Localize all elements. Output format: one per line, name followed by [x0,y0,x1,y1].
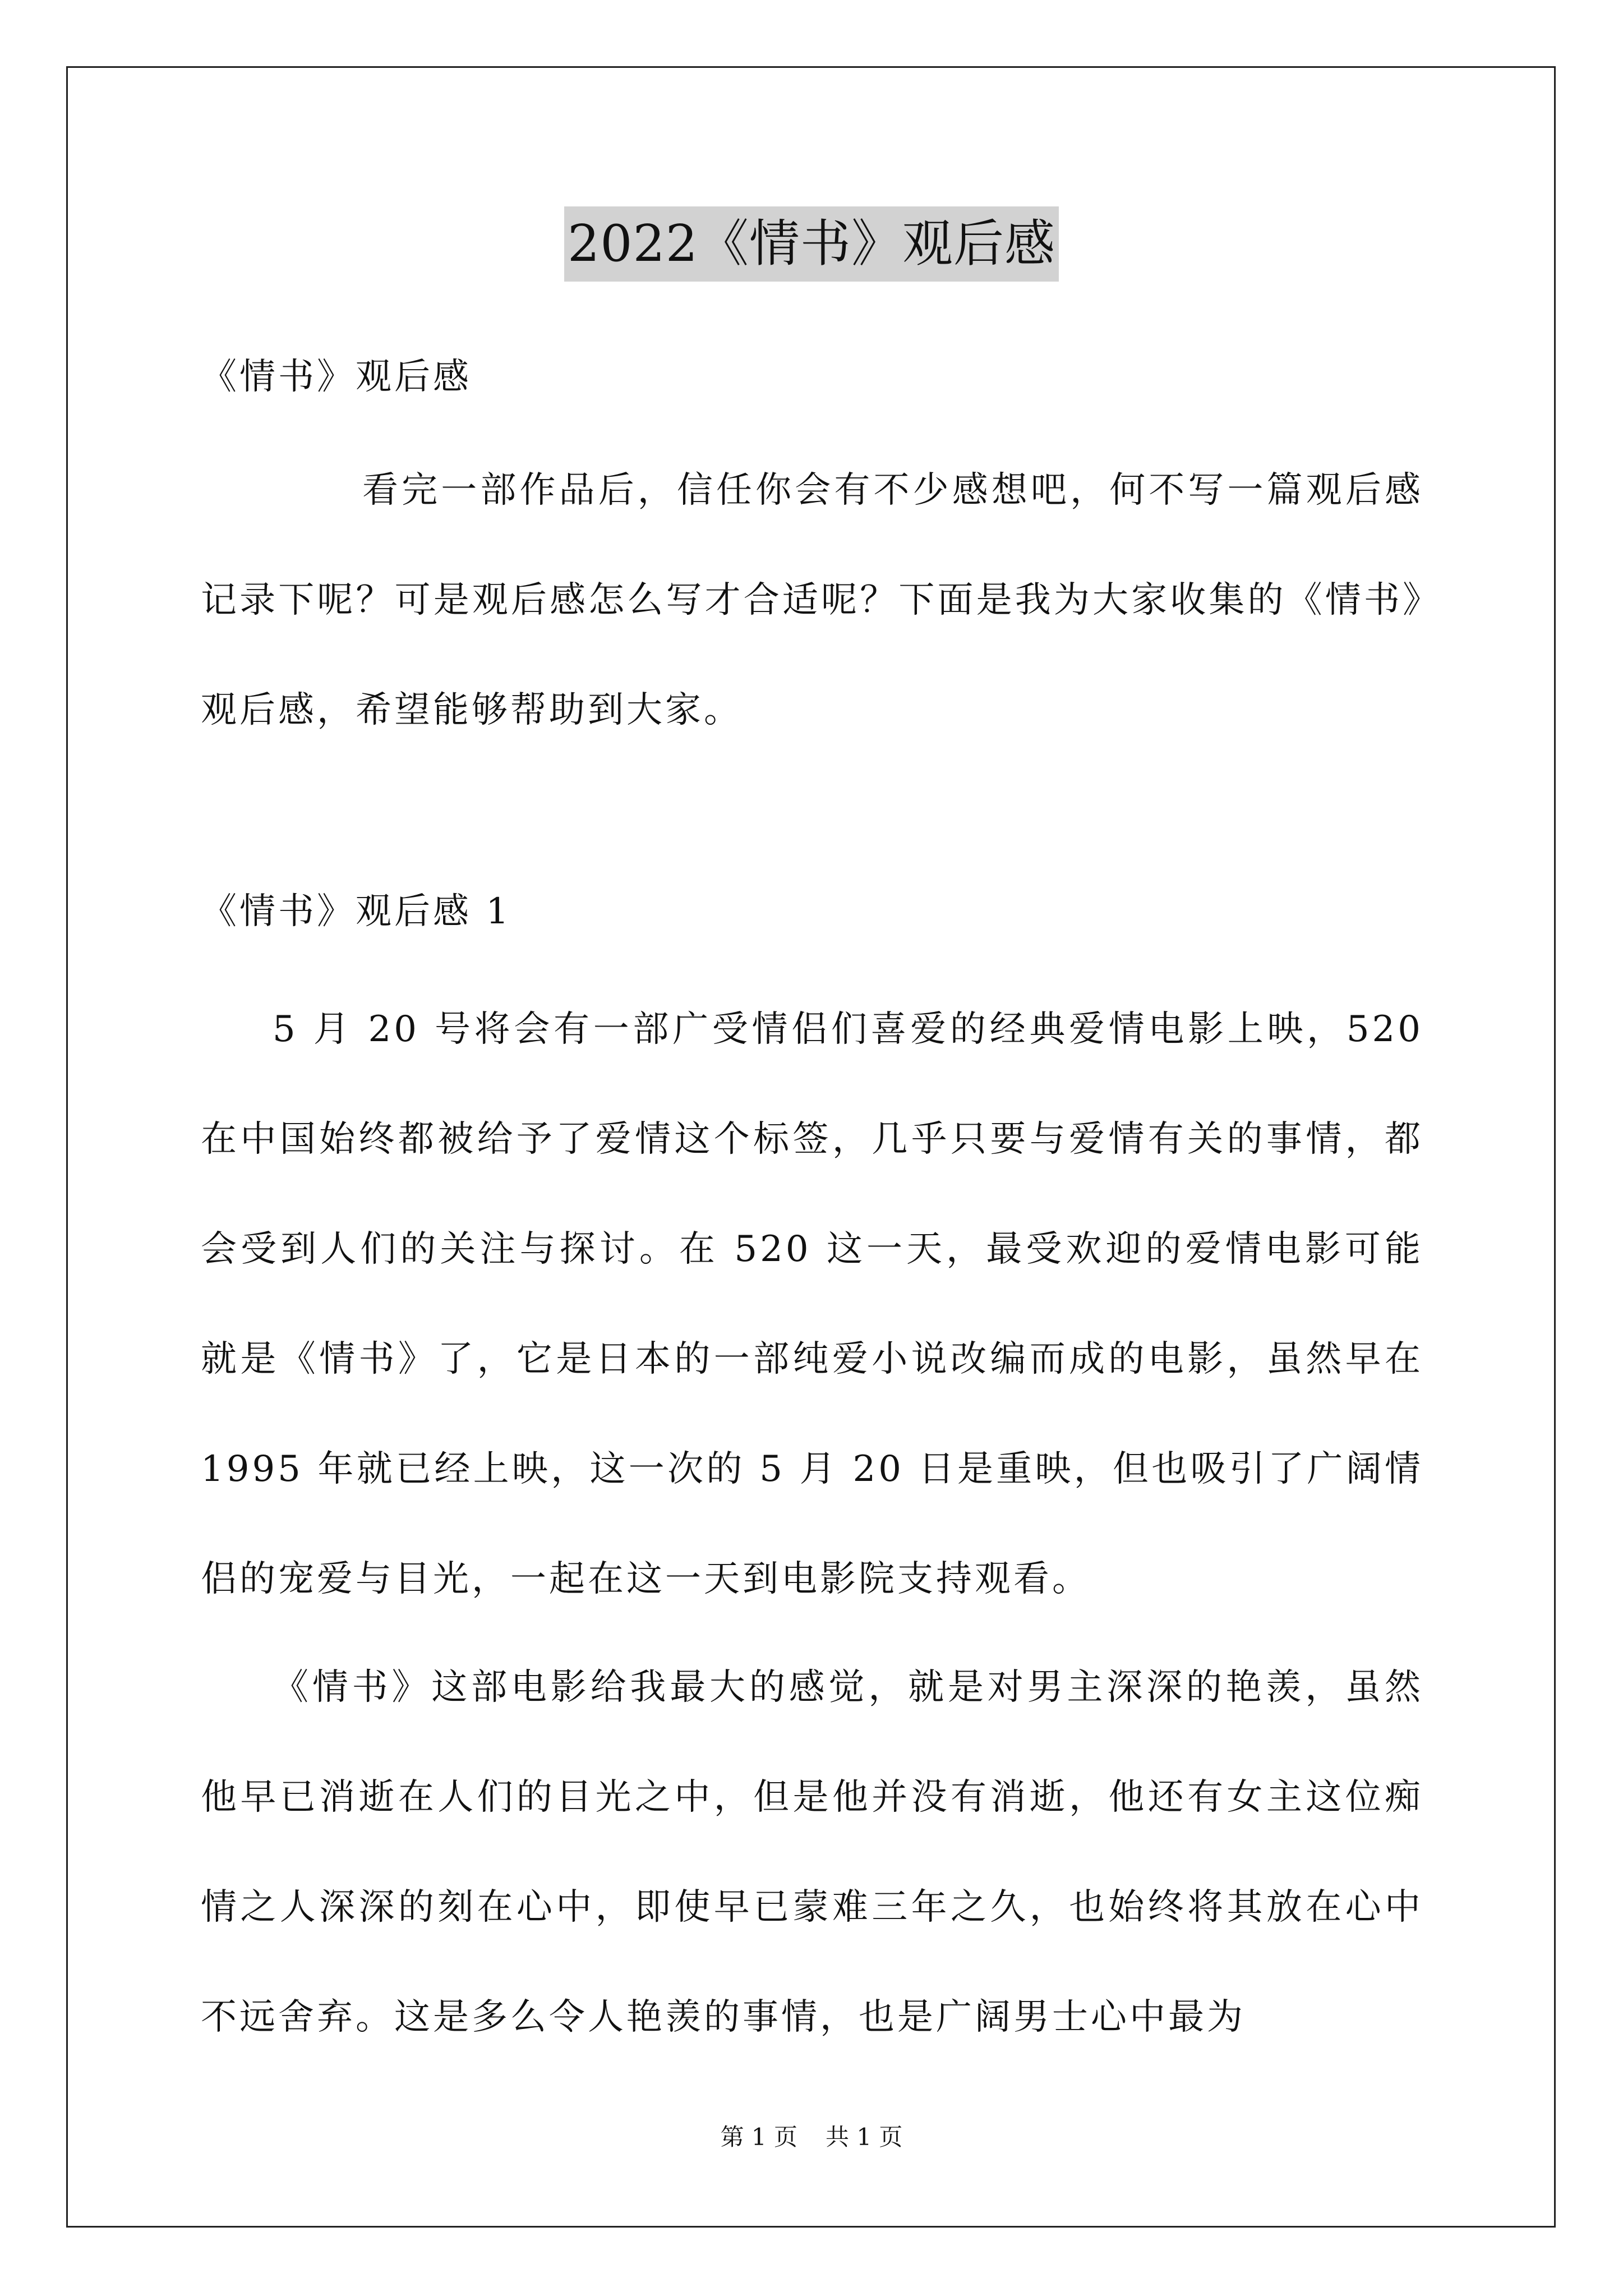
document-title: 2022《情书》观后感 [564,206,1059,282]
page-number: 第 1 页 [720,2123,797,2151]
page-footer [0,2120,1623,2154]
page-total: 共 1 页 [826,2123,903,2151]
intro-heading: 《情书》观后感 [201,356,472,398]
intro-paragraph: 看完一部作品后，信任你会有不少感想吧，何不写一篇观后感记录下呢？可是观后感怎么写才合适呢？下面是我为大家收集的《情书》观后感，希望能够帮助到大家。 [201,470,1423,731]
section1-heading: 《情书》观后感 1 [201,891,512,932]
section1-paragraph-1: 5 月 20 号将会有一部广受情侣们喜爱的经典爱情电影上映，520 在中国始终都被给予了爱情这个标签，几乎只要与爱情有关的事情，都会受到人们的关注与探讨。在 520 这一天，最受欢迎的爱情电影可能就是《情书》了，它是日本的一部纯爱小说改编而成的电影，虽然早在 1995 年就已经上映，这一次的 5 月 20 日是重映，但也吸引了广阔情侣的宠爱与目光，一起在这一天到电影院支持观看。 [201,1009,1423,1600]
section1-paragraph-2: 《情书》这部电影给我最大的感觉，就是对男主深深的艳羡，虽然他早已消逝在人们的目光之中，但是他并没有消逝，他还有女主这位痴情之人深深的刻在心中，即使早已蒙难三年之久，也始终将其放在心中不远舍弃。这是多么令人艳羡的事情，也是广阔男士心中最为 [201,1667,1423,2038]
title-container [0,206,1623,282]
